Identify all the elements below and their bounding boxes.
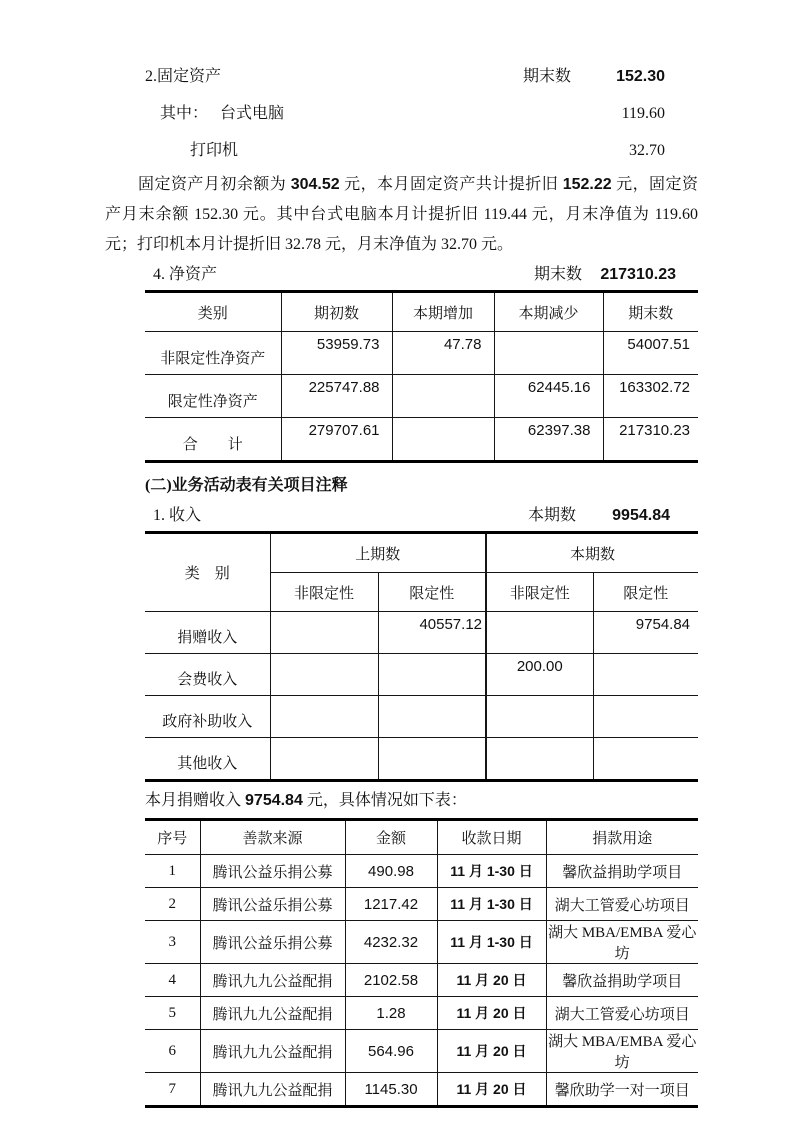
cell-no: 5 [145, 997, 200, 1030]
cell-date: 11 月 20 日 [437, 1073, 546, 1107]
cell-source: 腾讯九九公益配捐 [200, 1030, 345, 1073]
subheader-unrestricted: 非限定性 [486, 573, 593, 612]
cell-prev-restricted [378, 654, 486, 696]
income-line [153, 505, 698, 527]
among-prefix: 其中： [160, 105, 209, 122]
cell-increase: 47.78 [392, 332, 494, 375]
column-header: 序号 [157, 831, 188, 847]
cell-increase [392, 375, 494, 418]
cell-prev-unrestricted [270, 612, 378, 654]
row-label: 会费收入 [145, 654, 270, 696]
item1-value-wrap [585, 103, 665, 125]
fixed-assets-period [523, 66, 665, 88]
donations-table [145, 818, 698, 1108]
note-prefix: 本月捐赠收入 [145, 792, 246, 809]
row-label: 合 计 [145, 418, 281, 462]
cell-decrease [494, 332, 603, 375]
fixed-assets-item-line [160, 103, 698, 125]
table-row [145, 738, 698, 781]
cell-purpose: 湖大工管爱心坊项目 [546, 888, 698, 921]
table-row [145, 997, 698, 1030]
row-label: 限定性净资产 [145, 375, 281, 418]
cell-prev-unrestricted [270, 654, 378, 696]
cell-prev-restricted: 40557.12 [378, 612, 486, 654]
cell-prev-unrestricted [270, 696, 378, 738]
cell-closing: 54007.51 [603, 332, 698, 375]
cell-purpose: 馨欣助学一对一项目 [546, 1073, 698, 1107]
cell-no: 7 [145, 1073, 200, 1107]
note-amount: 32.78 [285, 236, 322, 253]
note-text: 元，月末净值为 [321, 236, 442, 253]
period-value: 152.30 [616, 68, 665, 85]
donation-note [145, 790, 698, 812]
table-row [145, 1030, 698, 1073]
note-text: 固定资产月初余额为 [138, 176, 291, 193]
note-suffix: 元，具体情况如下表： [302, 792, 467, 809]
cell-curr-unrestricted [486, 612, 593, 654]
cell-source: 腾讯九九公益配捐 [200, 1073, 345, 1107]
cell-date: 11 月 1-30 日 [437, 855, 546, 888]
table-group-header-row [145, 533, 698, 573]
cell-source: 腾讯九九公益配捐 [200, 964, 345, 997]
cell-source: 腾讯公益乐捐公募 [200, 921, 345, 964]
cell-no: 1 [145, 855, 200, 888]
note-text: 元；打印机本月计提折旧 [105, 236, 286, 253]
table-row [145, 612, 698, 654]
cell-source: 腾讯九九公益配捐 [200, 997, 345, 1030]
cell-purpose: 湖大 MBA/EMBA 爱心坊 [546, 1030, 698, 1073]
cell-decrease: 62397.38 [494, 418, 603, 462]
note-text: 元。其中台式电脑本月计提折旧 [238, 206, 484, 223]
net-assets-period [534, 264, 676, 286]
note-text: 元，固定资产月末余额 [105, 176, 698, 223]
cell-curr-unrestricted [486, 696, 593, 738]
item2-value: 32.70 [629, 142, 665, 159]
table-total-row [145, 418, 698, 462]
cell-prev-unrestricted [270, 738, 378, 781]
net-assets-line [153, 264, 698, 286]
period-label: 期末数 [533, 266, 582, 283]
note-amount: 152.30 [194, 206, 239, 223]
note-text: 元，本月固定资产共计提折旧 [339, 176, 563, 193]
cell-date: 11 月 1-30 日 [437, 888, 546, 921]
cell-curr-restricted [593, 738, 698, 781]
cell-decrease: 62445.16 [494, 375, 603, 418]
note-amount: 119.60 [654, 206, 698, 223]
cell-curr-unrestricted: 200.00 [486, 654, 593, 696]
note-amount: 152.22 [562, 176, 612, 193]
period-value: 217310.23 [600, 266, 676, 283]
column-header: 金额 [345, 820, 437, 855]
income-title: 1. 收入 [153, 507, 202, 524]
fixed-assets-title: 2.固定资产 [145, 68, 222, 85]
cell-opening: 225747.88 [281, 375, 392, 418]
subheader-restricted: 限定性 [378, 573, 486, 612]
cell-date: 11 月 1-30 日 [437, 921, 546, 964]
note-amount: 9754.84 [245, 792, 303, 809]
table-row [145, 375, 698, 418]
cell-amount: 4232.32 [345, 921, 437, 964]
cell-amount: 1217.42 [345, 888, 437, 921]
cell-opening: 53959.73 [281, 332, 392, 375]
cell-increase [392, 418, 494, 462]
row-label: 非限定性净资产 [145, 332, 281, 375]
column-header: 类别 [197, 305, 228, 322]
table-row [145, 1073, 698, 1107]
column-header: 善款来源 [200, 820, 345, 855]
table-row [145, 332, 698, 375]
group-header-current: 本期数 [486, 533, 698, 573]
cell-prev-restricted [378, 696, 486, 738]
table-row [145, 921, 698, 964]
net-assets-title: 4. 净资产 [153, 266, 218, 283]
cell-source: 腾讯公益乐捐公募 [200, 855, 345, 888]
cell-no: 2 [145, 888, 200, 921]
income-period [528, 505, 670, 527]
cell-closing: 217310.23 [603, 418, 698, 462]
category-header: 类 别 [184, 566, 230, 582]
cell-date: 11 月 20 日 [437, 1030, 546, 1073]
cell-no: 6 [145, 1030, 200, 1073]
column-header: 收款日期 [437, 820, 546, 855]
item2-value-wrap [585, 140, 665, 162]
income-table [145, 531, 698, 782]
item-label [160, 103, 284, 125]
note-amount: 32.70 [441, 236, 478, 253]
cell-curr-restricted [593, 696, 698, 738]
column-header: 本期增加 [392, 292, 494, 332]
cell-curr-restricted: 9754.84 [593, 612, 698, 654]
period-value: 9954.84 [612, 507, 670, 524]
cell-no: 3 [145, 921, 200, 964]
cell-purpose: 湖大工管爱心坊项目 [546, 997, 698, 1030]
cell-amount: 1.28 [345, 997, 437, 1030]
note-amount: 304.52 [290, 176, 340, 193]
cell-amount: 490.98 [345, 855, 437, 888]
cell-prev-restricted [378, 738, 486, 781]
note-text: 元。 [477, 236, 514, 253]
note-text: 元，月末净值为 [526, 206, 655, 223]
subheader-restricted: 限定性 [593, 573, 698, 612]
fixed-assets-item-line [145, 140, 698, 162]
cell-purpose: 馨欣益捐助学项目 [546, 855, 698, 888]
row-label: 其他收入 [145, 738, 270, 781]
cell-amount: 1145.30 [345, 1073, 437, 1107]
note-amount: 119.44 [483, 206, 527, 223]
cell-amount: 2102.58 [345, 964, 437, 997]
cell-purpose: 湖大 MBA/EMBA 爱心坊 [546, 921, 698, 964]
table-row [145, 855, 698, 888]
item2-name: 打印机 [190, 142, 239, 159]
column-header: 本期减少 [494, 292, 603, 332]
column-header: 捐款用途 [546, 820, 698, 855]
cell-curr-unrestricted [486, 738, 593, 781]
fixed-assets-note [105, 170, 698, 260]
table-row [145, 654, 698, 696]
table-row [145, 964, 698, 997]
subheader-unrestricted: 非限定性 [270, 573, 378, 612]
table-header-row [145, 292, 698, 332]
cell-date: 11 月 20 日 [437, 997, 546, 1030]
table-row [145, 888, 698, 921]
item1-value: 119.60 [621, 105, 665, 122]
period-label: 期末数 [522, 68, 571, 85]
row-label: 政府补助收入 [145, 696, 270, 738]
fixed-assets-line [145, 66, 698, 88]
table-header-row [145, 820, 698, 855]
group-header-previous: 上期数 [270, 533, 486, 573]
column-header: 期末数 [603, 292, 698, 332]
item1-name: 台式电脑 [220, 105, 285, 122]
cell-closing: 163302.72 [603, 375, 698, 418]
cell-purpose: 馨欣益捐助学项目 [546, 964, 698, 997]
period-label: 本期数 [527, 507, 576, 524]
cell-source: 腾讯公益乐捐公募 [200, 888, 345, 921]
page-content [105, 66, 698, 1108]
cell-amount: 564.96 [345, 1030, 437, 1073]
section-heading: (二)业务活动表有关项目注释 [145, 477, 348, 494]
column-header: 期初数 [281, 292, 392, 332]
net-assets-table [145, 290, 698, 463]
cell-date: 11 月 20 日 [437, 964, 546, 997]
table-row [145, 696, 698, 738]
cell-curr-restricted [593, 654, 698, 696]
row-label: 捐赠收入 [145, 612, 270, 654]
cell-opening: 279707.61 [281, 418, 392, 462]
cell-no: 4 [145, 964, 200, 997]
